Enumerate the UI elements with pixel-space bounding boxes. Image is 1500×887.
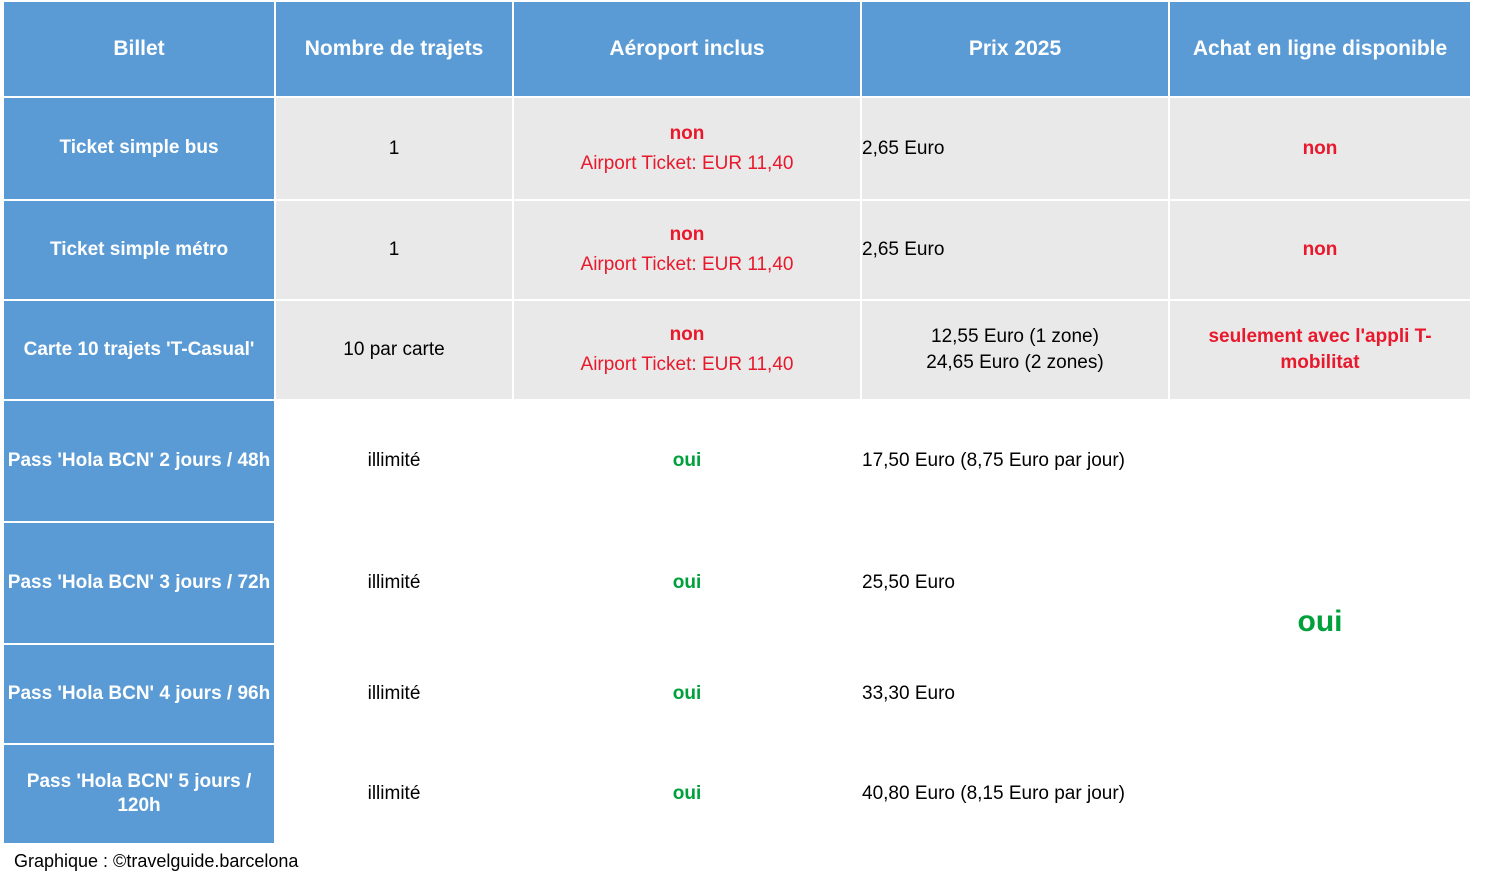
cell-aeroport — [513, 97, 861, 200]
cell-trajets: illimité — [275, 744, 513, 844]
online-purchase-value: non — [1302, 239, 1338, 261]
online-purchase-value: seulement avec l'appli T-mobilitat — [1208, 326, 1432, 373]
row-label-hola-bcn-4-jours: Pass 'Hola BCN' 4 jours / 96h — [3, 644, 275, 744]
price-primary: 2,65 Euro — [862, 239, 945, 261]
table-row — [3, 300, 1471, 400]
cell-achat — [1169, 300, 1471, 400]
price-primary: 2,65 Euro — [862, 137, 945, 159]
cell-achat — [1169, 97, 1471, 200]
column-header-aeroport-inclus: Aéroport inclus — [513, 1, 861, 97]
airport-ticket-note: Airport Ticket: EUR 11,40 — [580, 354, 794, 375]
cell-prix — [861, 400, 1169, 522]
cell-aeroport — [513, 522, 861, 644]
airport-included-value: oui — [672, 783, 702, 805]
cell-prix — [861, 522, 1169, 644]
table-header — [3, 1, 1471, 97]
cell-aeroport — [513, 644, 861, 744]
airport-ticket-note: Airport Ticket: EUR 11,40 — [580, 152, 794, 174]
table-row — [3, 400, 1471, 522]
airport-included-value: non — [669, 224, 705, 246]
cell-trajets: illimité — [275, 644, 513, 744]
cell-trajets: illimité — [275, 522, 513, 644]
online-purchase-value: oui — [1297, 604, 1343, 638]
table-body — [3, 97, 1471, 844]
row-label-hola-bcn-5-jours: Pass 'Hola BCN' 5 jours / 120h — [3, 744, 275, 844]
cell-prix — [861, 97, 1169, 200]
price-secondary: 24,65 Euro (2 zones) — [926, 352, 1104, 373]
online-purchase-value: non — [1302, 137, 1338, 159]
table-row — [3, 97, 1471, 200]
row-label-carte-10-trajets: Carte 10 trajets 'T-Casual' — [3, 300, 275, 400]
column-header-achat-en-ligne: Achat en ligne disponible — [1169, 1, 1471, 97]
figure-caption: Graphique : ©travelguide.barcelona — [14, 851, 299, 871]
cell-achat — [1169, 200, 1471, 300]
ticket-price-table — [2, 0, 1472, 845]
table-row — [3, 200, 1471, 300]
price-primary: 17,50 Euro (8,75 Euro par jour) — [862, 450, 1125, 472]
airport-included-value: oui — [672, 572, 702, 594]
cell-achat-merged-pass — [1169, 400, 1471, 844]
cell-trajets: 1 — [275, 200, 513, 300]
row-label-hola-bcn-3-jours: Pass 'Hola BCN' 3 jours / 72h — [3, 522, 275, 644]
cell-aeroport — [513, 300, 861, 400]
cell-trajets: illimité — [275, 400, 513, 522]
cell-aeroport — [513, 744, 861, 844]
column-header-billet: Billet — [3, 1, 275, 97]
price-primary: 12,55 Euro (1 zone) — [931, 326, 1099, 348]
cell-trajets: 10 par carte — [275, 300, 513, 400]
row-label-ticket-simple-metro: Ticket simple métro — [3, 200, 275, 300]
airport-included-value: non — [669, 324, 705, 346]
cell-prix — [861, 200, 1169, 300]
price-primary: 33,30 Euro — [862, 683, 955, 705]
airport-included-value: oui — [672, 683, 702, 705]
row-label-ticket-simple-bus: Ticket simple bus — [3, 97, 275, 200]
cell-trajets: 1 — [275, 97, 513, 200]
row-label-hola-bcn-2-jours: Pass 'Hola BCN' 2 jours / 48h — [3, 400, 275, 522]
airport-included-value: oui — [672, 450, 702, 472]
price-primary: 25,50 Euro — [862, 572, 955, 594]
cell-aeroport — [513, 200, 861, 300]
column-header-prix-2025: Prix 2025 — [861, 1, 1169, 97]
airport-ticket-note: Airport Ticket: EUR 11,40 — [580, 254, 794, 275]
header-row — [3, 1, 1471, 97]
cell-prix — [861, 744, 1169, 844]
cell-prix — [861, 644, 1169, 744]
cell-prix — [861, 300, 1169, 400]
column-header-nombre-de-trajets: Nombre de trajets — [275, 1, 513, 97]
cell-aeroport — [513, 400, 861, 522]
price-primary: 40,80 Euro (8,15 Euro par jour) — [862, 783, 1125, 805]
airport-included-value: non — [669, 122, 705, 144]
